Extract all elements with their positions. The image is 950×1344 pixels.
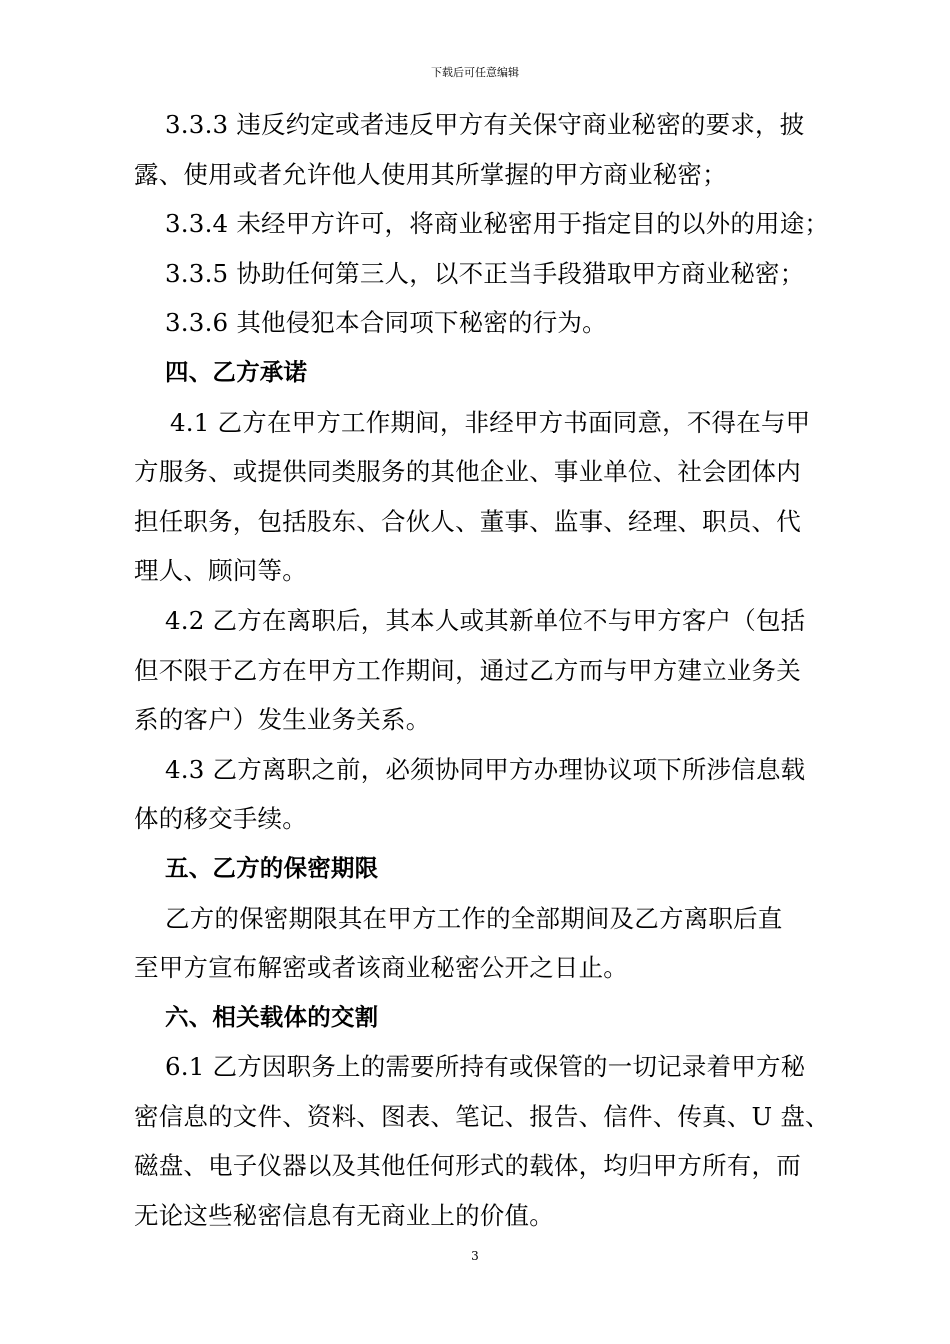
page-number: 3	[471, 1249, 479, 1263]
clause-4-1-line-1: 4.1 乙方在甲方工作期间，非经甲方书面同意，不得在与甲	[170, 407, 811, 437]
clause-6-1-line-1: 6.1 乙方因职务上的需要所持有或保管的一切记录着甲方秘	[165, 1052, 806, 1082]
clause-4-1-line-3: 担任职务，包括股东、合伙人、董事、监事、经理、职员、代	[134, 506, 801, 536]
clause-3-3-4: 3.3.4 未经甲方许可，将商业秘密用于指定目的以外的用途；	[165, 209, 830, 239]
section-5-text-line-2: 至甲方宣布解密或者该商业秘密公开之日止。	[134, 953, 628, 983]
page-header: 下载后可任意编辑	[431, 66, 519, 79]
clause-4-2-line-3: 系的客户）发生业务关系。	[134, 705, 431, 735]
clause-3-3-6: 3.3.6 其他侵犯本合同项下秘密的行为。	[165, 308, 607, 338]
clause-4-3-line-1: 4.3 乙方离职之前，必须协同甲方办理协议项下所涉信息载	[165, 754, 806, 784]
clause-4-3-line-2: 体的移交手续。	[134, 804, 307, 834]
clause-3-3-3-line-2: 露、使用或者允许他人使用其所掌握的甲方商业秘密；	[134, 159, 727, 189]
clause-4-1-line-4: 理人、顾问等。	[134, 556, 307, 586]
section-5-text-line-1: 乙方的保密期限其在甲方工作的全部期间及乙方离职后直	[165, 903, 783, 933]
section-6-heading: 六、相关载体的交割	[165, 1002, 379, 1031]
section-4-heading: 四、乙方承诺	[165, 357, 308, 386]
clause-3-3-5: 3.3.5 协助任何第三人，以不正当手段猎取甲方商业秘密；	[165, 258, 805, 288]
clause-3-3-3-line-1: 3.3.3 违反约定或者违反甲方有关保守商业秘密的要求，披	[165, 110, 805, 139]
section-5-heading: 五、乙方的保密期限	[165, 853, 379, 882]
clause-4-2-line-1: 4.2 乙方在离职后，其本人或其新单位不与甲方客户（包括	[165, 605, 806, 635]
clause-4-2-line-2: 但不限于乙方在甲方工作期间，通过乙方而与甲方建立业务关	[134, 655, 801, 685]
clause-4-1-line-2: 方服务、或提供同类服务的其他企业、事业单位、社会团体内	[134, 457, 801, 487]
document-body	[134, 100, 834, 1241]
clause-6-1-line-4: 无论这些秘密信息有无商业上的价值。	[134, 1201, 554, 1231]
clause-6-1-line-2: 密信息的文件、资料、图表、笔记、报告、信件、传真、U 盘、	[134, 1101, 830, 1131]
clause-6-1-line-3: 磁盘、电子仪器以及其他任何形式的载体，均归甲方所有，而	[134, 1151, 801, 1181]
